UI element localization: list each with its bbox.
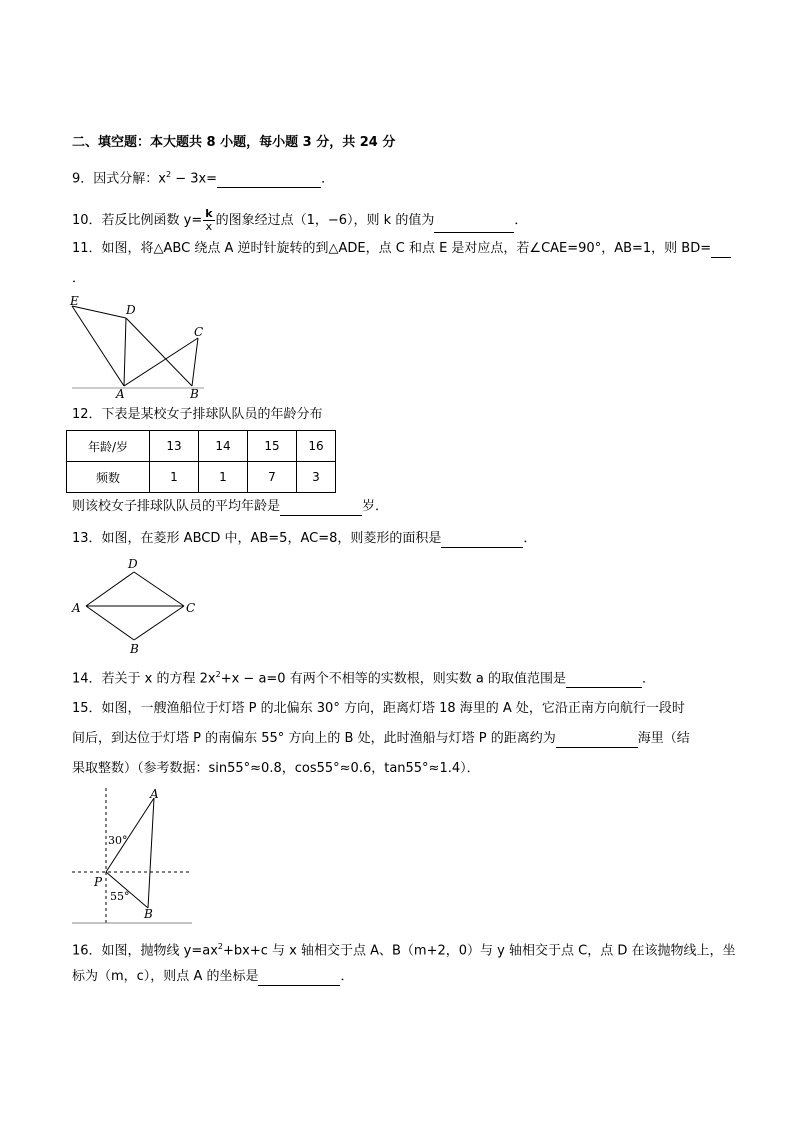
label-B: B — [144, 907, 153, 921]
question-14: 14．若关于 x 的方程 $2x^2+x - a=0$ 有两个不相等的实数根，则实数 a 的取值范围是 ． — [72, 670, 655, 687]
question-16-line1: 16．如图，抛物线 $y=ax^2+bx+c$ 与 x 轴相交于点 A、B（m+2，0）与 y 轴相交于点 C，点 D 在该抛物线上，坐 — [72, 942, 736, 959]
question-11-end: ． — [72, 271, 86, 286]
label-D: D — [128, 557, 138, 571]
table-cell: 7 — [248, 462, 297, 493]
label-D: D — [126, 303, 136, 317]
table-cell: 14 — [199, 431, 248, 462]
question-15-line1: 15．如图，一艘渔船位于灯塔 P 的北偏东 30° 方向，距离灯塔 18 海里的 A 处，它沿正南方向航行一段时 — [72, 701, 685, 716]
answer-blank-9[interactable] — [217, 173, 321, 188]
table-cell: 13 — [150, 431, 199, 462]
question-13: 13．如图，在菱形 ABCD 中，AB=5，AC=8，则菱形的面积是 ． — [72, 531, 537, 546]
question-15-line2: 间后，到达位于灯塔 P 的南偏东 55° 方向上的 B 处，此时渔船与灯塔 P 的距离约为 海里（结 — [72, 731, 690, 746]
table-cell: 16 — [297, 431, 336, 462]
question-12-answer: 则该校女子排球队队员的平均年龄是 岁． — [72, 499, 389, 514]
question-10: 10．若反比例函数 y= $\frac{k}{x}$ 的图象经过点（1，−6），则 k 的值为 ． — [72, 207, 528, 233]
label-A: A — [150, 787, 159, 801]
label-P: P — [94, 875, 103, 889]
fraction-k-over-x: $\frac{k}{x}$ — [205, 207, 213, 233]
question-9: 9．因式分解：$x^2 - 3x=$ ． — [72, 170, 335, 187]
table-header-frequency: 频数 — [67, 462, 150, 493]
question-16-line2: 标为（m，c），则点 A 的坐标是 ． — [72, 969, 354, 984]
angle-label-30: 30° — [108, 834, 128, 847]
answer-blank-10[interactable] — [434, 218, 514, 233]
label-C: C — [194, 325, 204, 339]
label-B: B — [190, 387, 199, 400]
table-row — [67, 462, 336, 493]
label-E: E — [70, 294, 79, 308]
table-cell: 15 — [248, 431, 297, 462]
table-cell: 1 — [150, 462, 199, 493]
figure-11 — [68, 292, 208, 400]
answer-blank-15[interactable] — [556, 733, 638, 748]
table-row — [67, 431, 336, 462]
figure-13 — [68, 556, 202, 654]
section-title: 二、填空题：本大题共 8 小题，每小题 3 分，共 24 分 — [72, 135, 396, 150]
answer-blank-14[interactable] — [566, 673, 642, 688]
answer-blank-12[interactable] — [280, 501, 362, 516]
table-cell: 3 — [297, 462, 336, 493]
question-12: 12．下表是某校女子排球队队员的年龄分布 — [72, 407, 323, 422]
figure-15 — [70, 786, 196, 928]
answer-blank-13[interactable] — [441, 533, 523, 548]
answer-blank-11[interactable] — [711, 243, 731, 258]
label-A: A — [72, 601, 81, 615]
label-B: B — [130, 642, 139, 654]
question-15-line3: 果取整数）（参考数据：sin55°≈0.8，cos55°≈0.6，tan55°≈1.4）． — [72, 761, 480, 776]
age-table — [66, 430, 336, 493]
table-header-age: 年龄/岁 — [67, 431, 150, 462]
label-A: A — [116, 387, 125, 400]
label-C: C — [186, 601, 196, 615]
answer-blank-16[interactable] — [258, 971, 340, 986]
question-11: 11．如图，将△ABC 绕点 A 逆时针旋转的到△ADE，点 C 和点 E 是对应点，若∠CAE=90°，AB=1，则 BD= — [72, 240, 731, 258]
table-cell: 1 — [199, 462, 248, 493]
angle-label-55: 55° — [110, 890, 130, 903]
